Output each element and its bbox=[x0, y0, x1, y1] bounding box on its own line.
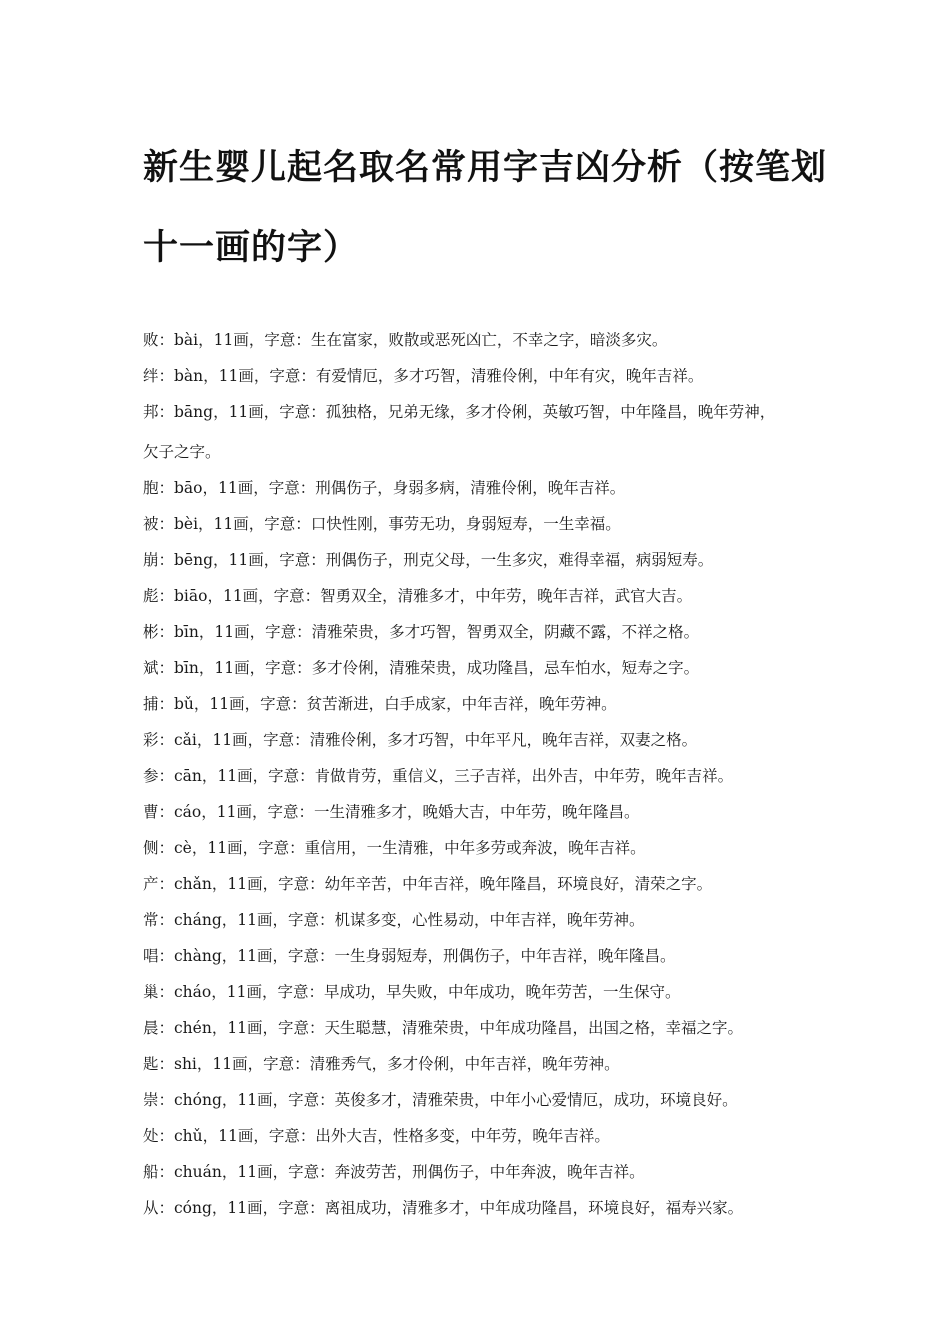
entry-text: 船：chuán，11画，字意：奔波劳苦，刑偶伤子，中年奔波，晚年吉祥。 bbox=[143, 1163, 645, 1181]
character-entry bbox=[143, 1118, 833, 1154]
character-entry bbox=[143, 794, 833, 830]
entry-text: 彩：cǎi，11画，字意：清雅伶俐，多才巧智，中年平凡，晚年吉祥，双妻之格。 bbox=[143, 731, 698, 749]
character-entry bbox=[143, 722, 833, 758]
entry-text-continuation: 欠子之字。 bbox=[143, 443, 221, 461]
character-entry bbox=[143, 1046, 833, 1082]
character-entry-list bbox=[143, 322, 833, 1226]
entry-text: 巢：cháo，11画，字意：早成功，早失败，中年成功，晚年劳苦，一生保守。 bbox=[143, 983, 681, 1001]
entry-text: 产：chǎn，11画，字意：幼年辛苦，中年吉祥，晚年隆昌，环境良好，清荣之字。 bbox=[143, 875, 713, 893]
title-line-2: 十一画的字） bbox=[143, 228, 360, 268]
character-entry bbox=[143, 830, 833, 866]
character-entry bbox=[143, 1010, 833, 1046]
document-title bbox=[143, 128, 833, 288]
entry-text: 唱：chàng，11画，字意：一生身弱短寿，刑偶伤子，中年吉祥，晚年隆昌。 bbox=[143, 947, 676, 965]
entry-text: 绊：bàn，11画，字意：有爱情厄，多才巧智，清雅伶俐，中年有灾，晚年吉祥。 bbox=[143, 367, 704, 385]
entry-text: 胞：bāo，11画，字意：刑偶伤子，身弱多病，清雅伶俐，晚年吉祥。 bbox=[143, 479, 626, 497]
character-entry bbox=[143, 758, 833, 794]
character-entry bbox=[143, 394, 833, 470]
entry-text: 参：cān，11画，字意：肯做肯劳，重信义，三子吉祥，出外吉，中年劳，晚年吉祥。 bbox=[143, 767, 734, 785]
entry-text: 匙：shi，11画，字意：清雅秀气，多才伶俐，中年吉祥，晚年劳神。 bbox=[143, 1055, 620, 1073]
entry-text: 从：cóng，11画，字意：离祖成功，清雅多才，中年成功隆昌，环境良好，福寿兴家。 bbox=[143, 1199, 744, 1217]
entry-text: 常：cháng，11画，字意：机谋多变，心性易动，中年吉祥，晚年劳神。 bbox=[143, 911, 645, 929]
entry-text: 侧：cè，11画，字意：重信用，一生清雅，中年多劳或奔波，晚年吉祥。 bbox=[143, 839, 646, 857]
entry-text: 崇：chóng，11画，字意：英俊多才，清雅荣贵，中年小心爱情厄，成功，环境良好。 bbox=[143, 1091, 738, 1109]
character-entry bbox=[143, 974, 833, 1010]
entry-text: 崩：bēng，11画，字意：刑偶伤子，刑克父母，一生多灾，难得幸福，病弱短寿。 bbox=[143, 551, 714, 569]
entry-text: 败：bài，11画，字意：生在富家，败散或恶死凶亡，不幸之字，暗淡多灾。 bbox=[143, 331, 668, 349]
character-entry bbox=[143, 650, 833, 686]
character-entry bbox=[143, 1082, 833, 1118]
character-entry bbox=[143, 938, 833, 974]
character-entry bbox=[143, 1154, 833, 1190]
entry-text: 晨：chén，11画，字意：天生聪慧，清雅荣贵，中年成功隆昌，出国之格，幸福之字。 bbox=[143, 1019, 744, 1037]
character-entry bbox=[143, 686, 833, 722]
entry-text: 彪：biāo，11画，字意：智勇双全，清雅多才，中年劳，晚年吉祥，武官大吉。 bbox=[143, 587, 693, 605]
entry-text: 曹：cáo，11画，字意：一生清雅多才，晚婚大吉，中年劳，晚年隆昌。 bbox=[143, 803, 640, 821]
character-entry bbox=[143, 902, 833, 938]
entry-text: 捕：bǔ，11画，字意：贫苦渐进，白手成家，中年吉祥，晚年劳神。 bbox=[143, 695, 617, 713]
character-entry bbox=[143, 506, 833, 542]
entry-text: 邦：bāng，11画，字意：孤独格，兄弟无缘，多才伶俐，英敏巧智，中年隆昌，晚年劳神， bbox=[143, 403, 776, 421]
character-entry bbox=[143, 322, 833, 358]
character-entry bbox=[143, 470, 833, 506]
entry-text: 斌：bīn，11画，字意：多才伶俐，清雅荣贵，成功隆昌，忌车怕水，短寿之字。 bbox=[143, 659, 700, 677]
entry-text: 处：chǔ，11画，字意：出外大吉，性格多变，中年劳，晚年吉祥。 bbox=[143, 1127, 610, 1145]
character-entry bbox=[143, 578, 833, 614]
character-entry bbox=[143, 1190, 833, 1226]
character-entry bbox=[143, 614, 833, 650]
character-entry bbox=[143, 542, 833, 578]
character-entry bbox=[143, 358, 833, 394]
entry-text: 彬：bīn，11画，字意：清雅荣贵，多才巧智，智勇双全，阴藏不露，不祥之格。 bbox=[143, 623, 700, 641]
entry-text: 被：bèi，11画，字意：口快性刚，事劳无功，身弱短寿，一生幸福。 bbox=[143, 515, 621, 533]
title-line-1: 新生婴儿起名取名常用字吉凶分析（按笔划 bbox=[143, 148, 828, 188]
character-entry bbox=[143, 866, 833, 902]
